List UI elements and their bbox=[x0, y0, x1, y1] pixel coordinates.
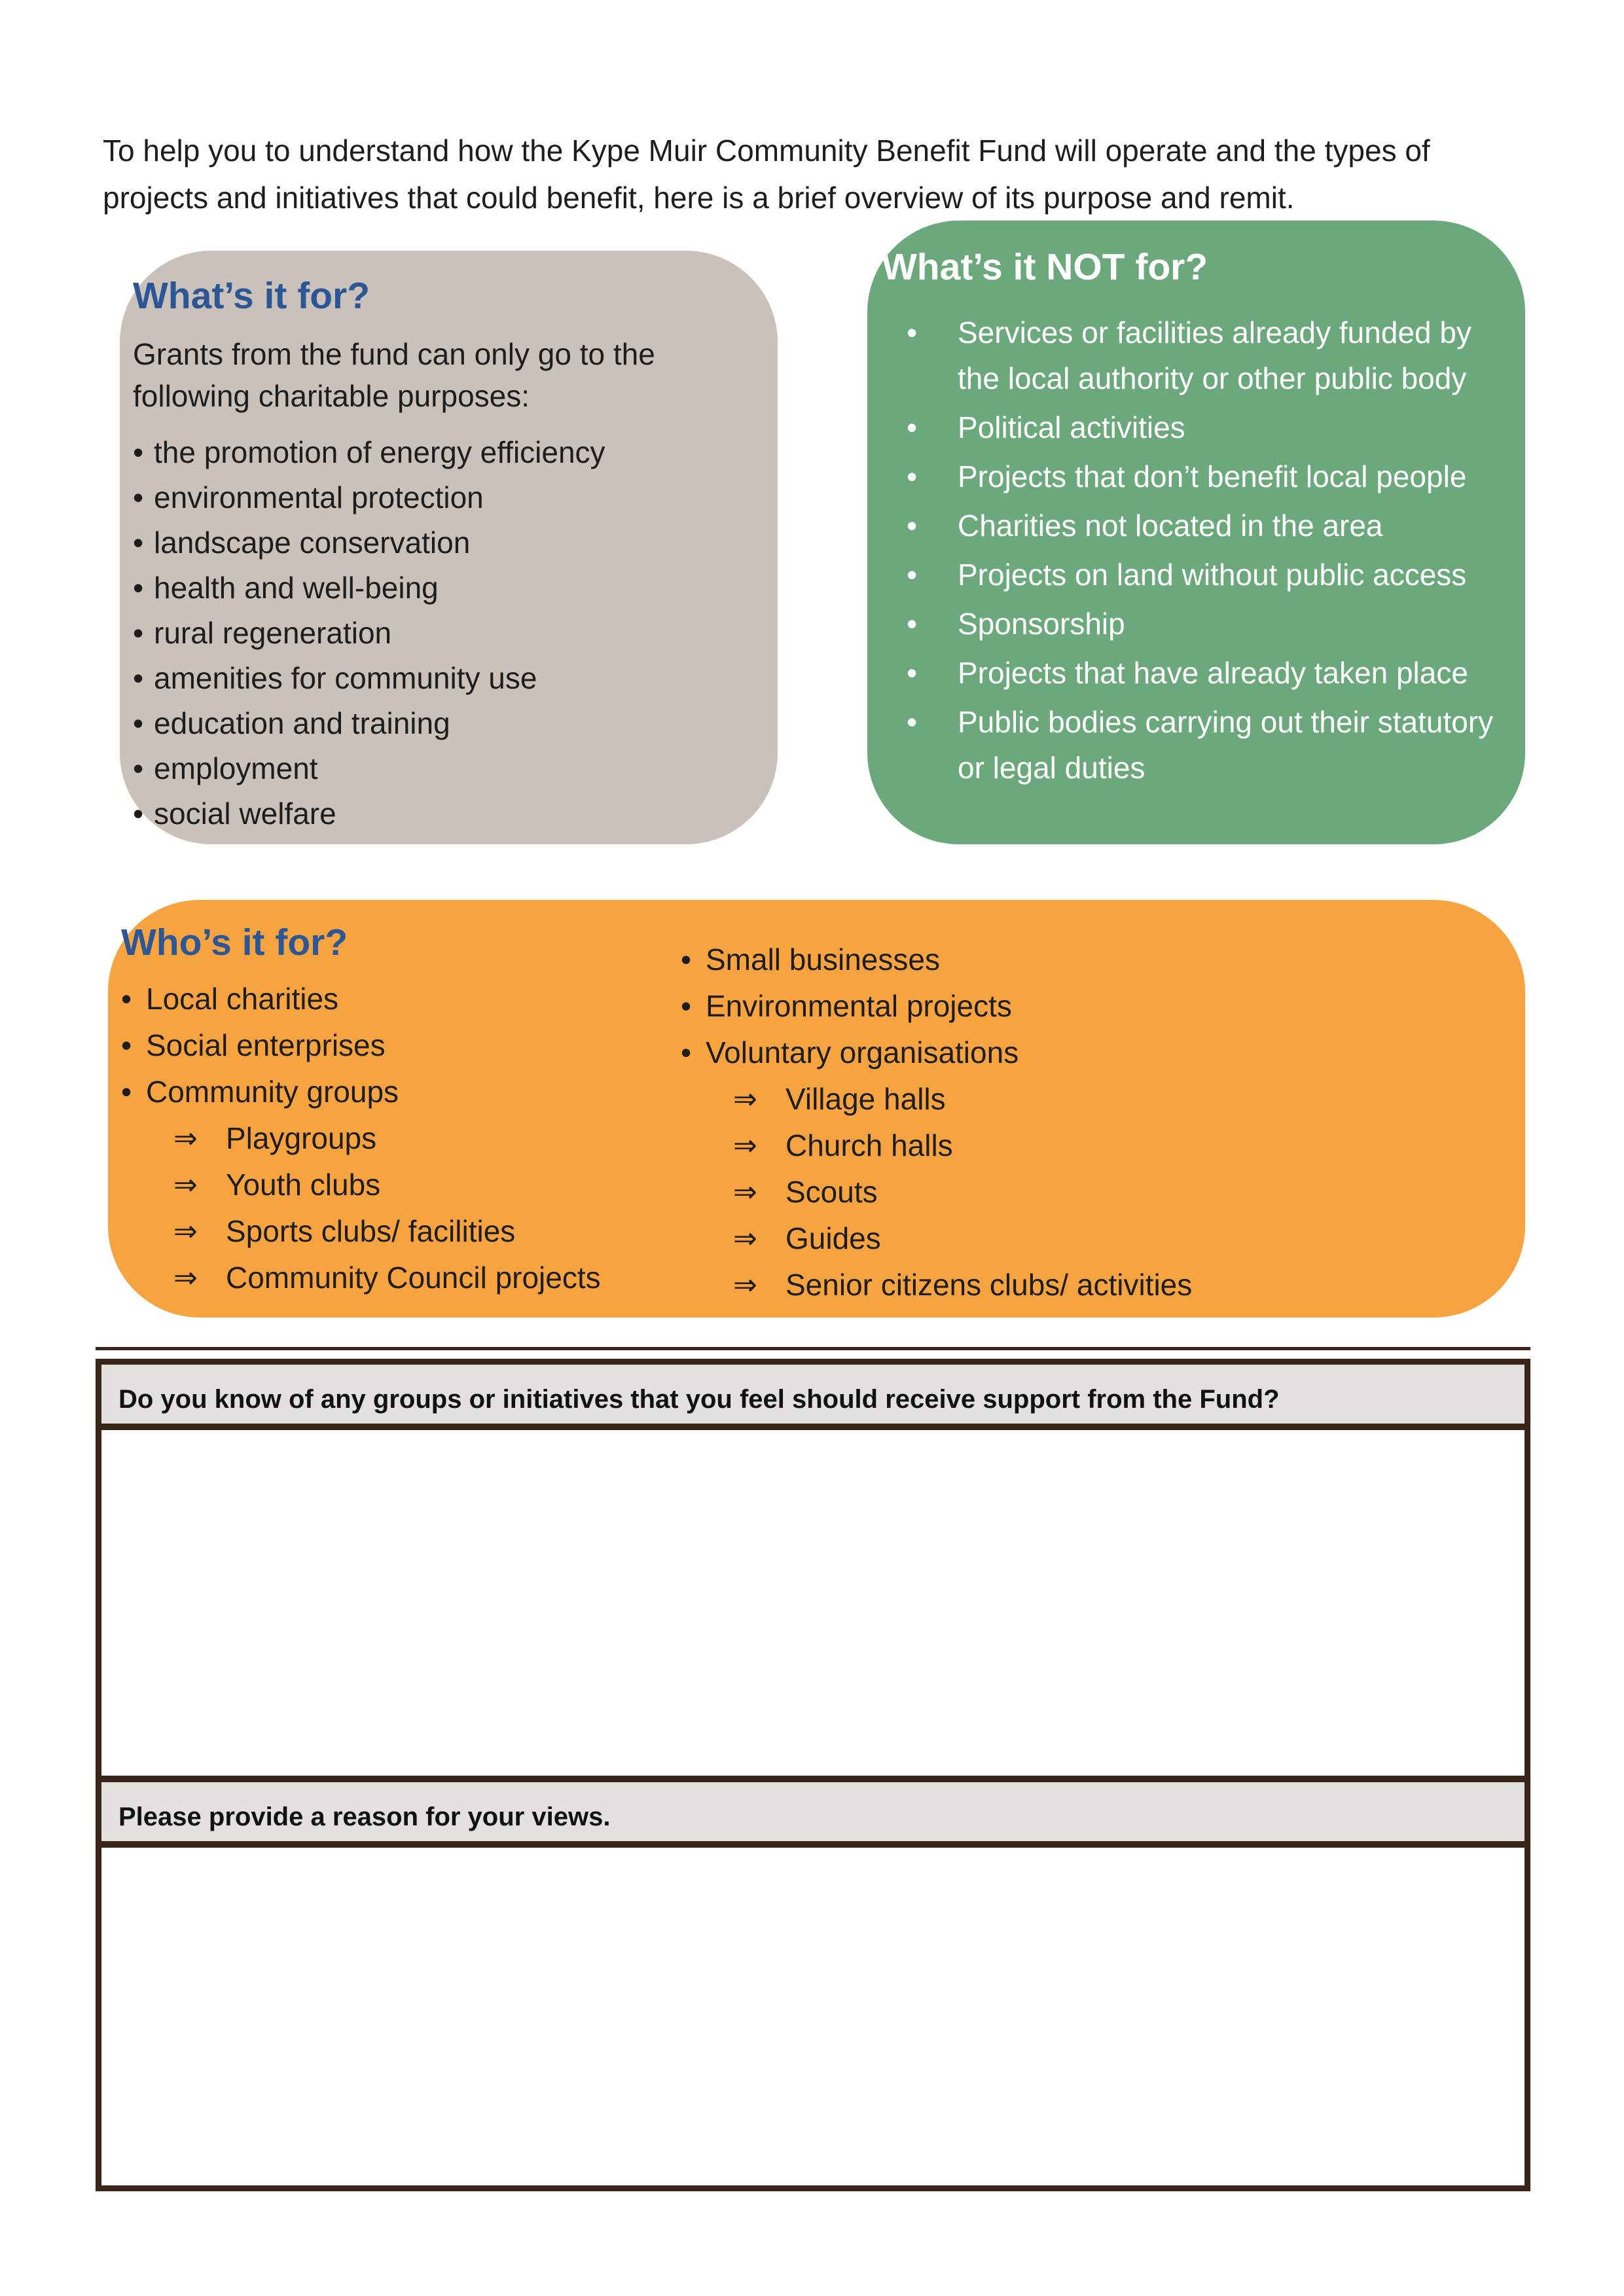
whats-it-not-for-title: What’s it NOT for? bbox=[882, 246, 1208, 288]
whos-it-for-box bbox=[108, 900, 1525, 1318]
bullet-icon: • bbox=[907, 410, 918, 444]
arrow-icon: ⇒ bbox=[733, 1130, 757, 1162]
list-item bbox=[133, 791, 761, 836]
list-item bbox=[907, 552, 1512, 598]
bullet-icon: • bbox=[907, 705, 918, 739]
list-item bbox=[133, 746, 761, 791]
list-item-label: Charities not located in the area bbox=[958, 509, 1383, 543]
bullet-icon: • bbox=[133, 571, 144, 605]
bullet-icon: • bbox=[121, 1028, 132, 1062]
whos-it-for-right-column bbox=[681, 937, 1512, 1308]
bullet-icon: • bbox=[133, 797, 144, 831]
list-item-label: Playgroups bbox=[226, 1121, 377, 1155]
bullet-icon: • bbox=[681, 989, 692, 1023]
list-item bbox=[133, 565, 761, 611]
question-1-header: Do you know of any groups or initiatives that you feel should receive support from the Fund? bbox=[101, 1365, 1525, 1430]
whats-it-for-list bbox=[133, 430, 761, 836]
whats-it-not-for-list bbox=[882, 310, 1512, 791]
bullet-icon: • bbox=[907, 509, 918, 543]
intro-paragraph: To help you to understand how the Kype Muir Community Benefit Fund will operate and the types of projects and initiatives that could benefit, here is a brief overview of its purpose and remit. bbox=[103, 134, 1430, 215]
bullet-icon: • bbox=[121, 982, 132, 1016]
list-item-label: Small businesses bbox=[706, 942, 940, 977]
list-subitem bbox=[681, 1076, 1512, 1122]
list-item bbox=[121, 1069, 671, 1115]
whats-it-not-for-box bbox=[867, 221, 1525, 844]
list-item-label: health and well-being bbox=[154, 571, 439, 605]
list-subitem bbox=[121, 1208, 671, 1255]
list-item-label: Social enterprises bbox=[146, 1028, 386, 1062]
list-item bbox=[907, 601, 1512, 647]
list-item bbox=[133, 475, 761, 520]
answer-1-cell[interactable] bbox=[101, 1430, 1525, 1782]
bullet-icon: • bbox=[133, 661, 144, 695]
list-item bbox=[907, 699, 1512, 791]
bullet-icon: • bbox=[133, 435, 144, 469]
list-item-label: Senior citizens clubs/ activities bbox=[785, 1268, 1193, 1302]
question-2-header: Please provide a reason for your views. bbox=[101, 1782, 1525, 1848]
list-item-label: Sponsorship bbox=[958, 607, 1125, 641]
list-item bbox=[681, 937, 1512, 983]
list-item-label: Local charities bbox=[146, 982, 339, 1016]
bullet-icon: • bbox=[907, 315, 918, 350]
list-item-label: employment bbox=[154, 751, 318, 785]
list-item-label: Community groups bbox=[146, 1075, 399, 1109]
bullet-icon: • bbox=[121, 1075, 132, 1109]
list-item-label: Sports clubs/ facilities bbox=[226, 1214, 516, 1248]
arrow-icon: ⇒ bbox=[733, 1223, 757, 1255]
list-item-label: Services or facilities already funded by the local authority or other public body bbox=[958, 315, 1471, 395]
list-item-label: Projects that have already taken place bbox=[958, 656, 1468, 690]
bullet-icon: • bbox=[907, 607, 918, 641]
list-subitem bbox=[121, 1255, 671, 1301]
bullet-icon: • bbox=[133, 480, 144, 514]
list-item-label: Projects that don’t benefit local people bbox=[958, 459, 1467, 493]
bullet-icon: • bbox=[133, 751, 144, 785]
list-item bbox=[907, 310, 1512, 401]
list-item bbox=[907, 404, 1512, 450]
bullet-icon: • bbox=[681, 942, 692, 977]
list-item bbox=[121, 1022, 671, 1069]
whos-it-for-right-list bbox=[681, 937, 1512, 1308]
list-subitem bbox=[121, 1115, 671, 1162]
list-item-label: Church halls bbox=[785, 1128, 953, 1162]
list-item bbox=[133, 656, 761, 701]
arrow-icon: ⇒ bbox=[733, 1176, 757, 1208]
list-item bbox=[133, 701, 761, 746]
list-item-label: Environmental projects bbox=[706, 989, 1012, 1023]
whats-it-for-box bbox=[120, 251, 778, 844]
list-item-label: Scouts bbox=[785, 1175, 878, 1209]
list-item bbox=[681, 1030, 1512, 1076]
list-item bbox=[907, 454, 1512, 499]
list-item bbox=[681, 983, 1512, 1030]
bullet-icon: • bbox=[133, 616, 144, 650]
arrow-icon: ⇒ bbox=[173, 1262, 198, 1294]
arrow-icon: ⇒ bbox=[173, 1215, 198, 1247]
whats-it-for-title: What’s it for? bbox=[133, 275, 370, 317]
list-item-label: the promotion of energy efficiency bbox=[154, 435, 605, 469]
whos-it-for-left-list bbox=[121, 976, 671, 1301]
arrow-icon: ⇒ bbox=[173, 1169, 198, 1201]
list-subitem bbox=[681, 1215, 1512, 1262]
list-item-label: Village halls bbox=[785, 1082, 946, 1116]
feedback-table bbox=[96, 1359, 1530, 2191]
list-item-label: Voluntary organisations bbox=[706, 1035, 1019, 1069]
list-item-label: Public bodies carrying out their statutory or legal duties bbox=[958, 705, 1494, 785]
list-item bbox=[907, 503, 1512, 548]
list-item-label: Community Council projects bbox=[226, 1261, 601, 1295]
list-subitem bbox=[681, 1169, 1512, 1215]
list-item-label: landscape conservation bbox=[154, 526, 471, 560]
list-subitem bbox=[681, 1262, 1512, 1308]
list-item bbox=[133, 520, 761, 565]
list-item-label: rural regeneration bbox=[154, 616, 392, 650]
list-item-label: amenities for community use bbox=[154, 661, 537, 695]
whos-it-for-left-column bbox=[121, 920, 671, 1301]
list-item bbox=[907, 650, 1512, 696]
whats-it-for-lead: Grants from the fund can only go to the following charitable purposes: bbox=[133, 337, 655, 413]
list-subitem bbox=[681, 1122, 1512, 1169]
list-item-label: Youth clubs bbox=[226, 1168, 381, 1202]
bullet-icon: • bbox=[907, 656, 918, 690]
list-item-label: Projects on land without public access bbox=[958, 558, 1467, 592]
arrow-icon: ⇒ bbox=[173, 1122, 198, 1155]
table-top-rule bbox=[96, 1347, 1530, 1350]
list-item bbox=[133, 430, 761, 475]
list-item bbox=[133, 611, 761, 656]
list-item bbox=[121, 976, 671, 1022]
bullet-icon: • bbox=[681, 1035, 692, 1069]
list-item-label: Political activities bbox=[958, 410, 1185, 444]
list-item-label: Guides bbox=[785, 1221, 881, 1255]
list-item-label: social welfare bbox=[154, 797, 336, 831]
bullet-icon: • bbox=[907, 558, 918, 592]
bullet-icon: • bbox=[907, 459, 918, 493]
list-item-label: education and training bbox=[154, 706, 450, 740]
arrow-icon: ⇒ bbox=[733, 1269, 757, 1301]
bullet-icon: • bbox=[133, 526, 144, 560]
answer-2-cell[interactable] bbox=[101, 1848, 1525, 2185]
whos-it-for-title: Who’s it for? bbox=[121, 922, 348, 963]
arrow-icon: ⇒ bbox=[733, 1083, 757, 1115]
bullet-icon: • bbox=[133, 706, 144, 740]
list-item-label: environmental protection bbox=[154, 480, 484, 514]
list-subitem bbox=[121, 1162, 671, 1208]
